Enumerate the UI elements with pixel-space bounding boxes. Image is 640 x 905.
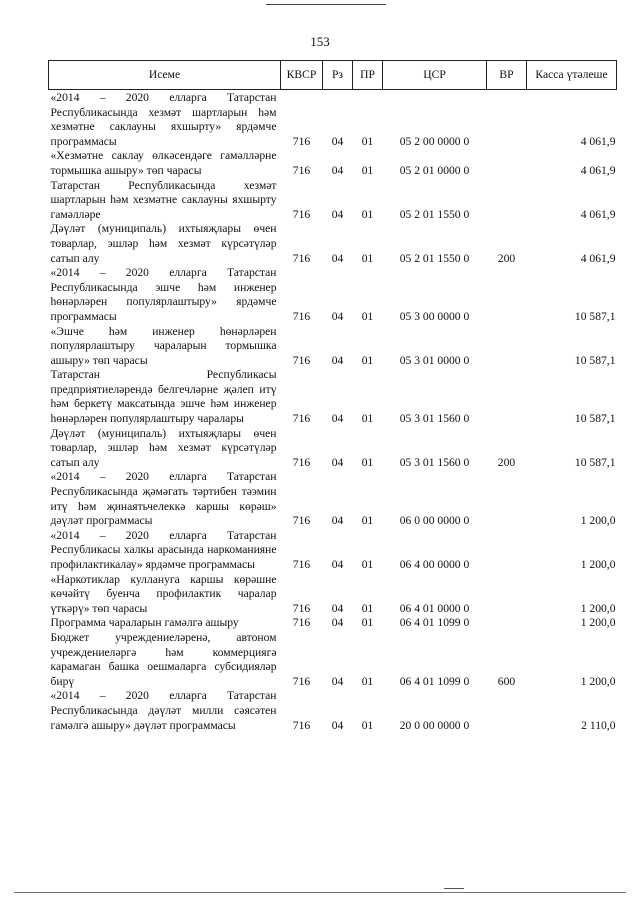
cell-csr: 05 3 01 1560 0	[399, 412, 470, 426]
cell-kvsr: 716	[292, 207, 311, 221]
cell-csr: 06 4 01 1099 0	[399, 616, 470, 630]
cell-pr: 01	[361, 353, 374, 367]
cell-amount: 1 200,0	[580, 674, 616, 688]
cell-name: Татарстан Республикасында хезмәт шартларын һәм хезмәтне саклауны яхшырту гамәлләре	[50, 178, 277, 221]
cell-kvsr: 716	[292, 134, 311, 148]
cell-amount: 10 587,1	[574, 309, 616, 323]
cell-vr	[487, 470, 527, 528]
cell-kvsr: 716	[292, 455, 311, 469]
cell-name: «2014 – 2020 елларга Татарстан Республикасында җәмәгать тәртибен тәэмин итү һәм җинаятьчелеккә каршы көрәш» дәүләт программасы	[50, 470, 277, 528]
cell-kvsr: 716	[292, 616, 311, 630]
cell-amount: 2 110,0	[581, 718, 616, 732]
cell-pr: 01	[361, 558, 374, 571]
cell-pr: 01	[361, 601, 374, 615]
cell-csr: 06 0 00 0000 0	[399, 514, 470, 528]
cell-pr: 01	[361, 718, 374, 732]
cell-name: «2014 – 2020 елларга Татарстан Республикасы халкы арасында наркоманияне профилактикалау» ярдәмче программасы	[50, 528, 277, 571]
cell-amount: 10 587,1	[574, 353, 616, 367]
table-row	[49, 616, 617, 631]
table-body	[49, 90, 617, 734]
cell-name: «Эшче һәм инженер һөнәрләрен популярлаштыру чараларын тормышка ашыру» төп чарасы	[50, 324, 277, 367]
table-row	[49, 427, 617, 471]
table-row	[49, 149, 617, 178]
page-number: 153	[310, 34, 330, 49]
header-name: Исеме	[49, 61, 281, 90]
cell-name: Бюджет учреждениеләренә, автоном учреждениеләргә һәм коммерциягә карамаган башка оешмаларга субсидияләр бирү	[50, 630, 277, 688]
cell-csr: 05 2 01 1550 0	[399, 251, 470, 265]
top-rule	[266, 4, 386, 5]
cell-csr: 05 2 01 0000 0	[399, 163, 470, 177]
cell-csr: 05 2 00 0000 0	[399, 134, 470, 148]
cell-vr: 600	[497, 674, 516, 688]
cell-name: «2014 – 2020 елларга Татарстан Республикасында эшче һәм инженер һөнәрләрен популярлаштыру» ярдәмче программасы	[50, 266, 277, 323]
cell-name: «2014 – 2020 елларга Татарстан Республикасында дәүләт милли сәясәтен гамәлгә ашыру» дәүләт программасы	[50, 689, 277, 732]
cell-csr: 20 0 00 0000 0	[399, 718, 470, 732]
cell-vr	[487, 616, 527, 631]
cell-name: «Наркотиклар кулланугa каршы көрәшне көчәйтү буенча профилактик чаралар үткәрү» төп чарасы	[50, 572, 277, 615]
cell-rz: 04	[331, 412, 344, 426]
cell-csr: 05 3 01 0000 0	[399, 353, 470, 367]
cell-rz: 04	[331, 616, 344, 630]
cell-vr	[487, 529, 527, 573]
cell-csr: 06 4 01 0000 0	[399, 601, 470, 615]
cell-amount: 4 061,9	[580, 134, 616, 148]
table-row	[49, 529, 617, 573]
cell-pr: 01	[361, 163, 374, 177]
cell-amount: 4 061,9	[580, 207, 616, 221]
header-rz: Рз	[323, 61, 353, 90]
cell-vr	[487, 90, 527, 150]
table-row	[49, 90, 617, 150]
cell-name: Дәүләт (муниципаль) ихтыяҗлары өчен товарлар, эшләр һәм хезмәт күрсәтүләр сатып алу	[50, 222, 277, 265]
cell-amount: 1 200,0	[580, 514, 616, 528]
cell-rz: 04	[331, 251, 344, 265]
cell-vr	[487, 179, 527, 223]
cell-csr: 05 3 00 0000 0	[399, 309, 470, 323]
cell-rz: 04	[331, 309, 344, 323]
header-kassa: Касса үтәлеше	[527, 61, 617, 90]
cell-rz: 04	[331, 353, 344, 367]
cell-amount: 4 061,9	[580, 163, 616, 177]
cell-name: Дәүләт (муниципаль) ихтыяҗлары өчен товарлар, эшләр һәм хезмәт күрсәтүләр сатып алу	[50, 426, 277, 469]
cell-pr: 01	[361, 455, 374, 469]
cell-pr: 01	[361, 616, 374, 630]
cell-name: Программа чараларын гамәлгә ашыру	[50, 616, 239, 630]
cell-pr: 01	[361, 674, 374, 688]
cell-vr	[487, 149, 527, 178]
cell-kvsr: 716	[292, 601, 311, 615]
cell-kvsr: 716	[292, 412, 311, 426]
cell-csr: 05 3 01 1560 0	[399, 455, 470, 469]
header-csr: ЦСР	[383, 61, 487, 90]
cell-rz: 04	[331, 601, 344, 615]
cell-name: Татарстан Республикасы предприятиеләрендә белгечләрне җәлеп итү һәм беркетү максатында эшче һәм инженер һөнәрләрен популярлаштыру чаралары	[50, 368, 277, 426]
cell-amount: 1 200,0	[580, 601, 616, 615]
cell-pr: 01	[361, 134, 374, 148]
table-row	[49, 573, 617, 617]
table-header-row	[49, 61, 617, 90]
cell-vr: 200	[497, 455, 516, 469]
cell-csr: 06 4 00 0000 0	[399, 558, 470, 571]
cell-kvsr: 716	[292, 251, 311, 265]
cell-vr	[487, 689, 527, 733]
cell-csr: 06 4 01 1099 0	[399, 674, 470, 688]
cell-name: «Хезмәтне саклау өлкәсендәге гамәлләрне тормышка ашыру» төп чарасы	[50, 149, 277, 177]
cell-kvsr: 716	[292, 309, 311, 323]
cell-rz: 04	[331, 455, 344, 469]
cell-kvsr: 716	[292, 718, 311, 732]
table-row	[49, 266, 617, 324]
cell-vr	[487, 368, 527, 426]
cell-amount: 4 061,9	[580, 251, 616, 265]
header-vr: ВР	[487, 61, 527, 90]
cell-pr: 01	[361, 251, 374, 265]
budget-table	[48, 60, 617, 733]
table-row	[49, 222, 617, 266]
bottom-mark	[444, 888, 464, 889]
cell-vr	[487, 325, 527, 369]
table-row	[49, 689, 617, 733]
cell-rz: 04	[331, 674, 344, 688]
cell-rz: 04	[331, 718, 344, 732]
cell-kvsr: 716	[292, 163, 311, 177]
cell-rz: 04	[331, 207, 344, 221]
header-pr: ПР	[353, 61, 383, 90]
table-row	[49, 179, 617, 223]
cell-csr: 05 2 01 1550 0	[399, 207, 470, 221]
cell-amount: 1 200,0	[580, 616, 616, 630]
cell-kvsr: 716	[292, 514, 311, 528]
cell-pr: 01	[361, 514, 374, 528]
cell-name: «2014 – 2020 елларга Татарстан Республикасында хезмәт шартларын һәм хезмәтне саклауны яхшырту» ярдәмче программасы	[50, 91, 277, 148]
table-row	[49, 631, 617, 689]
cell-kvsr: 716	[292, 674, 311, 688]
cell-vr	[487, 573, 527, 617]
cell-pr: 01	[361, 309, 374, 323]
bottom-rule	[14, 892, 626, 893]
cell-amount: 10 587,1	[574, 455, 616, 469]
table-row	[49, 368, 617, 426]
cell-rz: 04	[331, 514, 344, 528]
cell-vr: 200	[497, 251, 516, 265]
cell-vr	[487, 266, 527, 324]
header-kvsr: КВСР	[281, 61, 323, 90]
cell-kvsr: 716	[292, 558, 311, 571]
cell-amount: 1 200,0	[580, 558, 616, 571]
cell-pr: 01	[361, 412, 374, 426]
cell-pr: 01	[361, 207, 374, 221]
cell-amount: 10 587,1	[574, 412, 616, 426]
cell-rz: 04	[331, 134, 344, 148]
table-row	[49, 325, 617, 369]
cell-kvsr: 716	[292, 353, 311, 367]
cell-rz: 04	[331, 558, 344, 571]
table-row	[49, 470, 617, 528]
cell-rz: 04	[331, 163, 344, 177]
